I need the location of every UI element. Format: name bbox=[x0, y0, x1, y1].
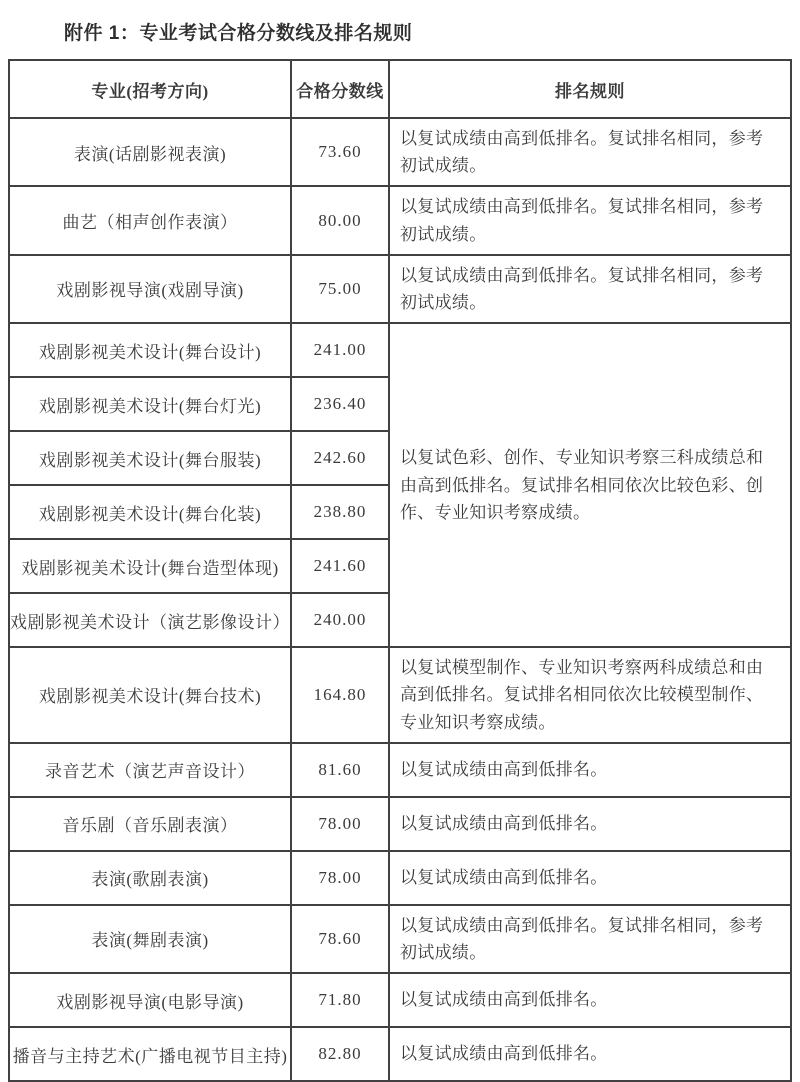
table-row bbox=[9, 851, 791, 905]
table-row bbox=[9, 647, 791, 743]
column-header-score: 合格分数线 bbox=[291, 60, 389, 118]
score-cell: 80.00 bbox=[291, 186, 389, 254]
score-cell: 78.00 bbox=[291, 797, 389, 851]
table-row bbox=[9, 743, 791, 797]
major-cell: 录音艺术（演艺声音设计） bbox=[9, 743, 291, 797]
score-cell: 78.00 bbox=[291, 851, 389, 905]
table-row bbox=[9, 905, 791, 973]
score-cell: 164.80 bbox=[291, 647, 389, 743]
score-cell: 238.80 bbox=[291, 485, 389, 539]
score-cell: 242.60 bbox=[291, 431, 389, 485]
major-cell: 戏剧影视美术设计(舞台服装) bbox=[9, 431, 291, 485]
column-header-major: 专业(招考方向) bbox=[9, 60, 291, 118]
rule-cell: 以复试成绩由高到低排名。 bbox=[389, 797, 791, 851]
score-cell: 241.60 bbox=[291, 539, 389, 593]
major-cell: 曲艺（相声创作表演） bbox=[9, 186, 291, 254]
rule-cell: 以复试成绩由高到低排名。 bbox=[389, 973, 791, 1027]
score-cell: 81.60 bbox=[291, 743, 389, 797]
major-cell: 音乐剧（音乐剧表演） bbox=[9, 797, 291, 851]
major-cell: 戏剧影视美术设计(舞台技术) bbox=[9, 647, 291, 743]
major-cell: 表演(歌剧表演) bbox=[9, 851, 291, 905]
score-cell: 75.00 bbox=[291, 255, 389, 323]
rule-cell: 以复试成绩由高到低排名。复试排名相同，参考初试成绩。 bbox=[389, 118, 791, 186]
table-row bbox=[9, 973, 791, 1027]
score-cell: 240.00 bbox=[291, 593, 389, 647]
rule-cell: 以复试成绩由高到低排名。复试排名相同，参考初试成绩。 bbox=[389, 905, 791, 973]
rule-cell: 以复试成绩由高到低排名。复试排名相同，参考初试成绩。 bbox=[389, 255, 791, 323]
rule-cell-merged: 以复试色彩、创作、专业知识考察三科成绩总和由高到低排名。复试排名相同依次比较色彩、创作、专业知识考察成绩。 bbox=[389, 323, 791, 647]
major-cell: 表演(话剧影视表演) bbox=[9, 118, 291, 186]
rule-cell: 以复试成绩由高到低排名。 bbox=[389, 743, 791, 797]
rule-cell: 以复试成绩由高到低排名。 bbox=[389, 1027, 791, 1081]
table-row bbox=[9, 323, 791, 377]
major-cell: 戏剧影视美术设计(舞台灯光) bbox=[9, 377, 291, 431]
score-cell: 73.60 bbox=[291, 118, 389, 186]
score-table bbox=[8, 59, 792, 1082]
rule-cell: 以复试成绩由高到低排名。 bbox=[389, 851, 791, 905]
score-cell: 82.80 bbox=[291, 1027, 389, 1081]
table-row bbox=[9, 797, 791, 851]
table-row bbox=[9, 118, 791, 186]
major-cell: 戏剧影视导演(戏剧导演) bbox=[9, 255, 291, 323]
table-row bbox=[9, 186, 791, 254]
rule-cell: 以复试模型制作、专业知识考察两科成绩总和由高到低排名。复试排名相同依次比较模型制作、专业知识考察成绩。 bbox=[389, 647, 791, 743]
table-row bbox=[9, 255, 791, 323]
score-cell: 241.00 bbox=[291, 323, 389, 377]
major-cell: 戏剧影视导演(电影导演) bbox=[9, 973, 291, 1027]
major-cell: 戏剧影视美术设计（演艺影像设计） bbox=[9, 593, 291, 647]
table-row bbox=[9, 1027, 791, 1081]
rule-cell: 以复试成绩由高到低排名。复试排名相同，参考初试成绩。 bbox=[389, 186, 791, 254]
major-cell: 戏剧影视美术设计(舞台设计) bbox=[9, 323, 291, 377]
table-header-row bbox=[9, 60, 791, 118]
major-cell: 表演(舞剧表演) bbox=[9, 905, 291, 973]
page-title: 附件 1：专业考试合格分数线及排名规则 bbox=[64, 23, 413, 44]
column-header-rule: 排名规则 bbox=[389, 60, 791, 118]
major-cell: 戏剧影视美术设计(舞台化装) bbox=[9, 485, 291, 539]
score-cell: 78.60 bbox=[291, 905, 389, 973]
score-cell: 71.80 bbox=[291, 973, 389, 1027]
score-cell: 236.40 bbox=[291, 377, 389, 431]
major-cell: 戏剧影视美术设计(舞台造型体现) bbox=[9, 539, 291, 593]
major-cell: 播音与主持艺术(广播电视节目主持) bbox=[9, 1027, 291, 1081]
